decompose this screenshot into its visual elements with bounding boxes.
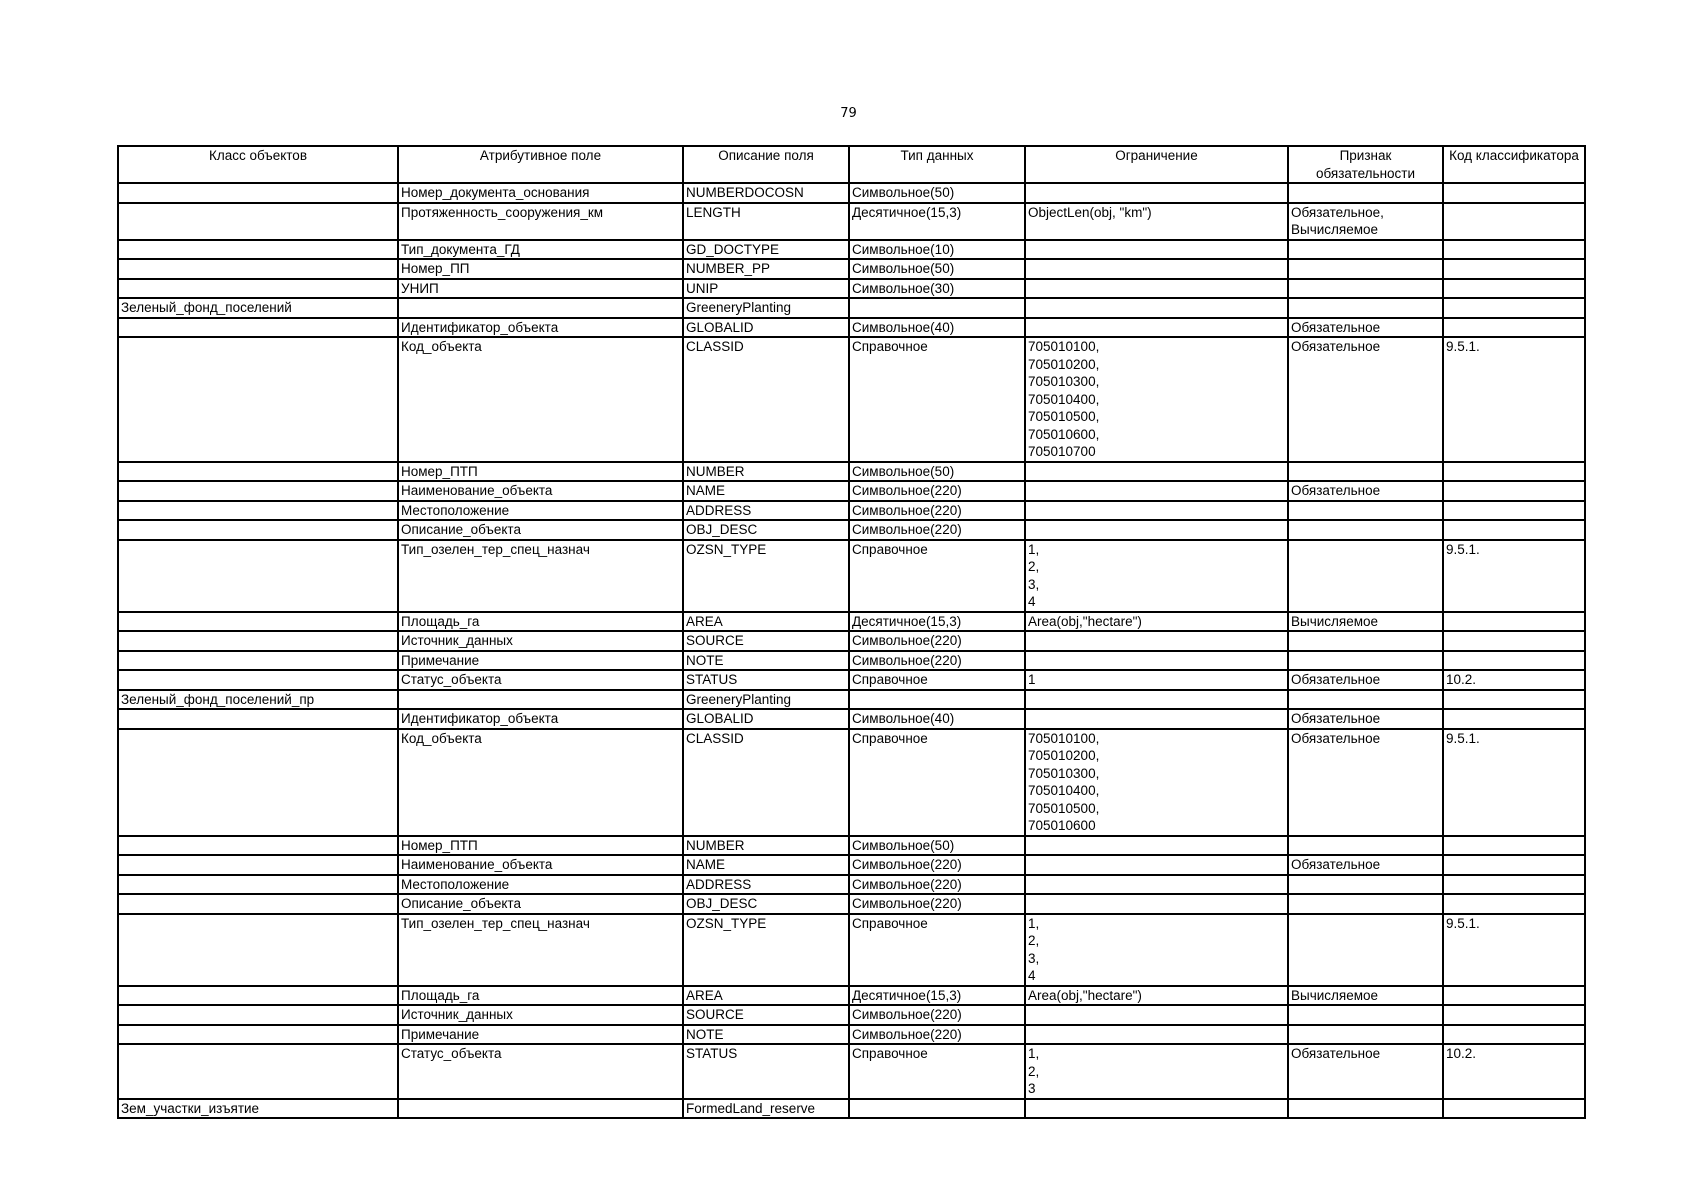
cell-class — [118, 670, 398, 690]
cell-constraint — [1025, 1005, 1288, 1025]
cell-line: 3 — [1028, 1081, 1036, 1096]
table-row — [118, 651, 1585, 671]
cell-datatype: Десятичное(15,3) — [849, 203, 1025, 240]
cell-attribute: Площадь_га — [398, 612, 683, 632]
cell-line: Обязательное — [1291, 339, 1381, 354]
cell-attribute: Наименование_объекта — [398, 855, 683, 875]
header-classifier: Код классификатора — [1443, 146, 1585, 183]
table-row — [118, 729, 1585, 836]
table-row — [118, 1025, 1585, 1045]
cell-description: GLOBALID — [683, 318, 849, 338]
cell-required — [1288, 631, 1443, 651]
cell-line: 705010500, — [1028, 800, 1100, 816]
cell-attribute: Описание_объекта — [398, 520, 683, 540]
cell-attribute: Статус_объекта — [398, 1044, 683, 1099]
cell-classifier — [1443, 986, 1585, 1006]
cell-required — [1288, 836, 1443, 856]
cell-constraint — [1025, 651, 1288, 671]
table-row — [118, 709, 1585, 729]
cell-line: 705010300, — [1028, 374, 1100, 389]
header-class: Класс объектов — [118, 146, 398, 183]
cell-attribute: Номер_ПТП — [398, 836, 683, 856]
cell-attribute: Идентификатор_объекта — [398, 709, 683, 729]
attribute-table — [117, 145, 1586, 1119]
table-row — [118, 855, 1585, 875]
cell-constraint — [1025, 1044, 1288, 1099]
cell-classifier: 9.5.1. — [1443, 337, 1585, 462]
cell-description: LENGTH — [683, 203, 849, 240]
cell-datatype: Символьное(220) — [849, 501, 1025, 521]
cell-required — [1288, 481, 1443, 501]
table-row — [118, 1099, 1585, 1119]
cell-classifier — [1443, 612, 1585, 632]
table-row — [118, 259, 1585, 279]
table-row — [118, 836, 1585, 856]
cell-classifier — [1443, 651, 1585, 671]
table-row — [118, 183, 1585, 203]
cell-class — [118, 1005, 398, 1025]
cell-attribute: Номер_документа_основания — [398, 183, 683, 203]
cell-datatype: Справочное — [849, 914, 1025, 986]
cell-description: NUMBER_PP — [683, 259, 849, 279]
cell-required — [1288, 501, 1443, 521]
cell-description: CLASSID — [683, 337, 849, 462]
cell-constraint — [1025, 259, 1288, 279]
cell-line: Обязательное — [1291, 672, 1381, 687]
cell-constraint — [1025, 631, 1288, 651]
cell-line: 705010100, — [1028, 339, 1100, 354]
cell-required — [1288, 540, 1443, 612]
cell-required — [1288, 670, 1443, 690]
cell-constraint — [1025, 690, 1288, 710]
cell-line: Вычисляемое — [1291, 987, 1379, 1003]
cell-constraint — [1025, 481, 1288, 501]
cell-line: 705010500, — [1028, 409, 1100, 424]
cell-description: NAME — [683, 855, 849, 875]
cell-attribute: Источник_данных — [398, 1005, 683, 1025]
cell-required — [1288, 298, 1443, 318]
cell-description: NUMBERDOCOSN — [683, 183, 849, 203]
cell-line: 705010600, — [1028, 426, 1100, 442]
table-row — [118, 894, 1585, 914]
cell-datatype: Символьное(50) — [849, 462, 1025, 482]
cell-line: 4 — [1028, 968, 1036, 983]
cell-attribute: УНИП — [398, 279, 683, 299]
cell-constraint — [1025, 986, 1288, 1006]
cell-classifier — [1443, 501, 1585, 521]
cell-line: Обязательное — [1291, 319, 1381, 335]
cell-attribute: Номер_ПП — [398, 259, 683, 279]
cell-line: Обязательное, — [1291, 204, 1384, 220]
cell-datatype: Символьное(40) — [849, 709, 1025, 729]
cell-constraint — [1025, 540, 1288, 612]
cell-line: ObjectLen(obj, "km") — [1028, 204, 1152, 220]
cell-line: Обязательное — [1291, 1046, 1381, 1061]
cell-description: STATUS — [683, 670, 849, 690]
cell-classifier — [1443, 855, 1585, 875]
cell-description: STATUS — [683, 1044, 849, 1099]
cell-class — [118, 709, 398, 729]
cell-constraint — [1025, 318, 1288, 338]
cell-attribute: Местоположение — [398, 875, 683, 895]
cell-line: 3, — [1028, 576, 1040, 592]
cell-attribute — [398, 298, 683, 318]
table-row — [118, 481, 1585, 501]
cell-required — [1288, 709, 1443, 729]
cell-classifier — [1443, 298, 1585, 318]
cell-classifier — [1443, 203, 1585, 240]
table-row — [118, 1005, 1585, 1025]
cell-line: Обязательное — [1291, 711, 1381, 726]
cell-class — [118, 520, 398, 540]
cell-class — [118, 986, 398, 1006]
cell-description: GreeneryPlanting — [683, 298, 849, 318]
cell-classifier — [1443, 520, 1585, 540]
table-row — [118, 337, 1585, 462]
cell-attribute: Описание_объекта — [398, 894, 683, 914]
cell-required — [1288, 1044, 1443, 1099]
cell-required — [1288, 1005, 1443, 1025]
cell-line: 705010600 — [1028, 818, 1096, 833]
cell-datatype: Символьное(50) — [849, 836, 1025, 856]
header-attribute: Атрибутивное поле — [398, 146, 683, 183]
cell-class — [118, 1044, 398, 1099]
cell-attribute: Идентификатор_объекта — [398, 318, 683, 338]
cell-class — [118, 318, 398, 338]
cell-required — [1288, 894, 1443, 914]
table-row — [118, 520, 1585, 540]
cell-datatype: Символьное(40) — [849, 318, 1025, 338]
cell-classifier — [1443, 318, 1585, 338]
table-row — [118, 631, 1585, 651]
cell-description: OZSN_TYPE — [683, 914, 849, 986]
table-row — [118, 462, 1585, 482]
cell-line: 705010400, — [1028, 391, 1100, 407]
cell-description: GD_DOCTYPE — [683, 240, 849, 260]
cell-constraint — [1025, 462, 1288, 482]
cell-constraint — [1025, 914, 1288, 986]
cell-line: Area(obj,"hectare") — [1028, 613, 1142, 629]
cell-datatype: Символьное(30) — [849, 279, 1025, 299]
cell-datatype: Символьное(220) — [849, 481, 1025, 501]
cell-class — [118, 875, 398, 895]
cell-line: 3, — [1028, 950, 1040, 966]
cell-class — [118, 651, 398, 671]
cell-datatype — [849, 690, 1025, 710]
cell-line: 1, — [1028, 541, 1040, 557]
cell-line: Вычисляемое — [1291, 222, 1379, 237]
cell-attribute: Примечание — [398, 651, 683, 671]
cell-classifier: 9.5.1. — [1443, 729, 1585, 836]
cell-class — [118, 501, 398, 521]
cell-attribute: Статус_объекта — [398, 670, 683, 690]
cell-class — [118, 481, 398, 501]
cell-required — [1288, 203, 1443, 240]
table-row — [118, 540, 1585, 612]
cell-attribute: Наименование_объекта — [398, 481, 683, 501]
cell-classifier — [1443, 709, 1585, 729]
cell-classifier — [1443, 894, 1585, 914]
cell-line: Обязательное — [1291, 857, 1381, 872]
cell-class — [118, 183, 398, 203]
cell-required — [1288, 279, 1443, 299]
cell-required — [1288, 183, 1443, 203]
cell-required — [1288, 729, 1443, 836]
cell-required — [1288, 855, 1443, 875]
cell-class — [118, 337, 398, 462]
cell-classifier — [1443, 875, 1585, 895]
cell-line: 2, — [1028, 1063, 1040, 1079]
cell-required — [1288, 690, 1443, 710]
cell-class — [118, 1025, 398, 1045]
cell-required — [1288, 651, 1443, 671]
cell-classifier: 9.5.1. — [1443, 540, 1585, 612]
cell-line: Area(obj,"hectare") — [1028, 987, 1142, 1003]
cell-datatype: Символьное(220) — [849, 631, 1025, 651]
table-row — [118, 986, 1585, 1006]
page-number: 79 — [840, 106, 857, 121]
table-row — [118, 501, 1585, 521]
cell-classifier — [1443, 481, 1585, 501]
cell-description: OBJ_DESC — [683, 520, 849, 540]
cell-classifier — [1443, 690, 1585, 710]
table-row — [118, 690, 1585, 710]
cell-description: NUMBER — [683, 836, 849, 856]
cell-required — [1288, 337, 1443, 462]
cell-required — [1288, 1099, 1443, 1119]
table-row — [118, 1044, 1585, 1099]
cell-required — [1288, 914, 1443, 986]
cell-constraint — [1025, 894, 1288, 914]
cell-constraint — [1025, 670, 1288, 690]
cell-constraint — [1025, 836, 1288, 856]
cell-constraint — [1025, 501, 1288, 521]
cell-description: OZSN_TYPE — [683, 540, 849, 612]
cell-description: NOTE — [683, 1025, 849, 1045]
cell-description: NUMBER — [683, 462, 849, 482]
cell-attribute: Номер_ПТП — [398, 462, 683, 482]
cell-classifier — [1443, 462, 1585, 482]
cell-classifier — [1443, 1025, 1585, 1045]
cell-constraint — [1025, 337, 1288, 462]
cell-required — [1288, 462, 1443, 482]
cell-description: GLOBALID — [683, 709, 849, 729]
cell-datatype: Символьное(50) — [849, 183, 1025, 203]
header-datatype: Тип данных — [849, 146, 1025, 183]
cell-constraint — [1025, 709, 1288, 729]
cell-attribute: Тип_озелен_тер_спец_назнач — [398, 540, 683, 612]
cell-classifier — [1443, 183, 1585, 203]
cell-required — [1288, 318, 1443, 338]
cell-datatype — [849, 298, 1025, 318]
cell-class — [118, 894, 398, 914]
cell-datatype: Справочное — [849, 729, 1025, 836]
header-description: Описание поля — [683, 146, 849, 183]
table-row — [118, 318, 1585, 338]
cell-constraint — [1025, 1099, 1288, 1119]
cell-attribute: Местоположение — [398, 501, 683, 521]
cell-attribute: Тип_озелен_тер_спец_назнач — [398, 914, 683, 986]
cell-classifier: 10.2. — [1443, 1044, 1585, 1099]
cell-datatype: Символьное(220) — [849, 651, 1025, 671]
cell-class — [118, 540, 398, 612]
cell-description: FormedLand_reserve — [683, 1099, 849, 1119]
cell-line: Обязательное — [1291, 730, 1381, 746]
cell-attribute: Источник_данных — [398, 631, 683, 651]
cell-line: 705010200, — [1028, 356, 1100, 372]
table-row — [118, 298, 1585, 318]
cell-attribute — [398, 690, 683, 710]
cell-constraint — [1025, 183, 1288, 203]
cell-class — [118, 855, 398, 875]
cell-class — [118, 240, 398, 260]
cell-required — [1288, 875, 1443, 895]
cell-datatype: Символьное(10) — [849, 240, 1025, 260]
cell-datatype: Символьное(220) — [849, 894, 1025, 914]
cell-required — [1288, 240, 1443, 260]
cell-constraint — [1025, 1025, 1288, 1045]
cell-description: SOURCE — [683, 631, 849, 651]
cell-datatype: Справочное — [849, 337, 1025, 462]
cell-constraint — [1025, 855, 1288, 875]
cell-description: SOURCE — [683, 1005, 849, 1025]
cell-description: NAME — [683, 481, 849, 501]
table-row — [118, 670, 1585, 690]
cell-description: NOTE — [683, 651, 849, 671]
cell-classifier: 10.2. — [1443, 670, 1585, 690]
cell-constraint — [1025, 203, 1288, 240]
cell-classifier — [1443, 279, 1585, 299]
cell-description: ADDRESS — [683, 501, 849, 521]
cell-class — [118, 836, 398, 856]
cell-datatype: Символьное(220) — [849, 1005, 1025, 1025]
header-constraint: Ограничение — [1025, 146, 1288, 183]
cell-classifier — [1443, 1099, 1585, 1119]
cell-classifier: 9.5.1. — [1443, 914, 1585, 986]
header-row — [118, 146, 1585, 183]
cell-line: 705010300, — [1028, 765, 1100, 781]
cell-constraint — [1025, 279, 1288, 299]
cell-constraint — [1025, 240, 1288, 260]
cell-required — [1288, 612, 1443, 632]
cell-class: Зеленый_фонд_поселений — [118, 298, 398, 318]
cell-line: Вычисляемое — [1291, 613, 1379, 629]
cell-datatype: Десятичное(15,3) — [849, 612, 1025, 632]
cell-datatype: Справочное — [849, 540, 1025, 612]
table-row — [118, 240, 1585, 260]
cell-constraint — [1025, 298, 1288, 318]
cell-line: Обязательное — [1291, 483, 1381, 498]
cell-attribute — [398, 1099, 683, 1119]
cell-description: AREA — [683, 612, 849, 632]
cell-datatype: Символьное(220) — [849, 855, 1025, 875]
cell-datatype: Десятичное(15,3) — [849, 986, 1025, 1006]
cell-datatype: Справочное — [849, 1044, 1025, 1099]
cell-required — [1288, 520, 1443, 540]
cell-constraint — [1025, 729, 1288, 836]
cell-required — [1288, 986, 1443, 1006]
cell-class: Зем_участки_изъятие — [118, 1099, 398, 1119]
table-row — [118, 875, 1585, 895]
cell-attribute: Примечание — [398, 1025, 683, 1045]
cell-datatype: Символьное(220) — [849, 875, 1025, 895]
cell-classifier — [1443, 240, 1585, 260]
cell-classifier — [1443, 1005, 1585, 1025]
cell-line: 705010700 — [1028, 444, 1096, 459]
cell-line: 1, — [1028, 915, 1040, 931]
cell-required — [1288, 1025, 1443, 1045]
cell-datatype: Символьное(50) — [849, 259, 1025, 279]
cell-constraint — [1025, 875, 1288, 895]
cell-attribute: Площадь_га — [398, 986, 683, 1006]
cell-class: Зеленый_фонд_поселений_пр — [118, 690, 398, 710]
cell-constraint — [1025, 520, 1288, 540]
cell-line: 2, — [1028, 559, 1040, 574]
cell-class — [118, 259, 398, 279]
cell-class — [118, 631, 398, 651]
cell-class — [118, 203, 398, 240]
cell-attribute: Протяженность_сооружения_км — [398, 203, 683, 240]
cell-datatype: Символьное(220) — [849, 520, 1025, 540]
cell-class — [118, 729, 398, 836]
cell-classifier — [1443, 259, 1585, 279]
table-row — [118, 203, 1585, 240]
cell-line: 2, — [1028, 933, 1040, 948]
cell-datatype — [849, 1099, 1025, 1119]
cell-line: 705010400, — [1028, 783, 1100, 798]
cell-constraint — [1025, 612, 1288, 632]
cell-description: CLASSID — [683, 729, 849, 836]
cell-line: 4 — [1028, 594, 1036, 609]
cell-classifier — [1443, 836, 1585, 856]
cell-line: 705010200, — [1028, 748, 1100, 763]
cell-line: 1, — [1028, 1046, 1040, 1061]
table-row — [118, 612, 1585, 632]
table-row — [118, 914, 1585, 986]
cell-datatype: Символьное(220) — [849, 1025, 1025, 1045]
cell-class — [118, 914, 398, 986]
cell-attribute: Тип_документа_ГД — [398, 240, 683, 260]
cell-attribute: Код_объекта — [398, 729, 683, 836]
cell-line: 1 — [1028, 672, 1036, 687]
cell-required — [1288, 259, 1443, 279]
header-required: Признак обязательности — [1288, 146, 1443, 183]
cell-datatype: Справочное — [849, 670, 1025, 690]
cell-class — [118, 279, 398, 299]
cell-description: ADDRESS — [683, 875, 849, 895]
cell-description: OBJ_DESC — [683, 894, 849, 914]
cell-attribute: Код_объекта — [398, 337, 683, 462]
cell-classifier — [1443, 631, 1585, 651]
table-row — [118, 279, 1585, 299]
cell-class — [118, 462, 398, 482]
cell-class — [118, 612, 398, 632]
cell-line: 705010100, — [1028, 730, 1100, 746]
cell-description: GreeneryPlanting — [683, 690, 849, 710]
cell-description: UNIP — [683, 279, 849, 299]
cell-description: AREA — [683, 986, 849, 1006]
